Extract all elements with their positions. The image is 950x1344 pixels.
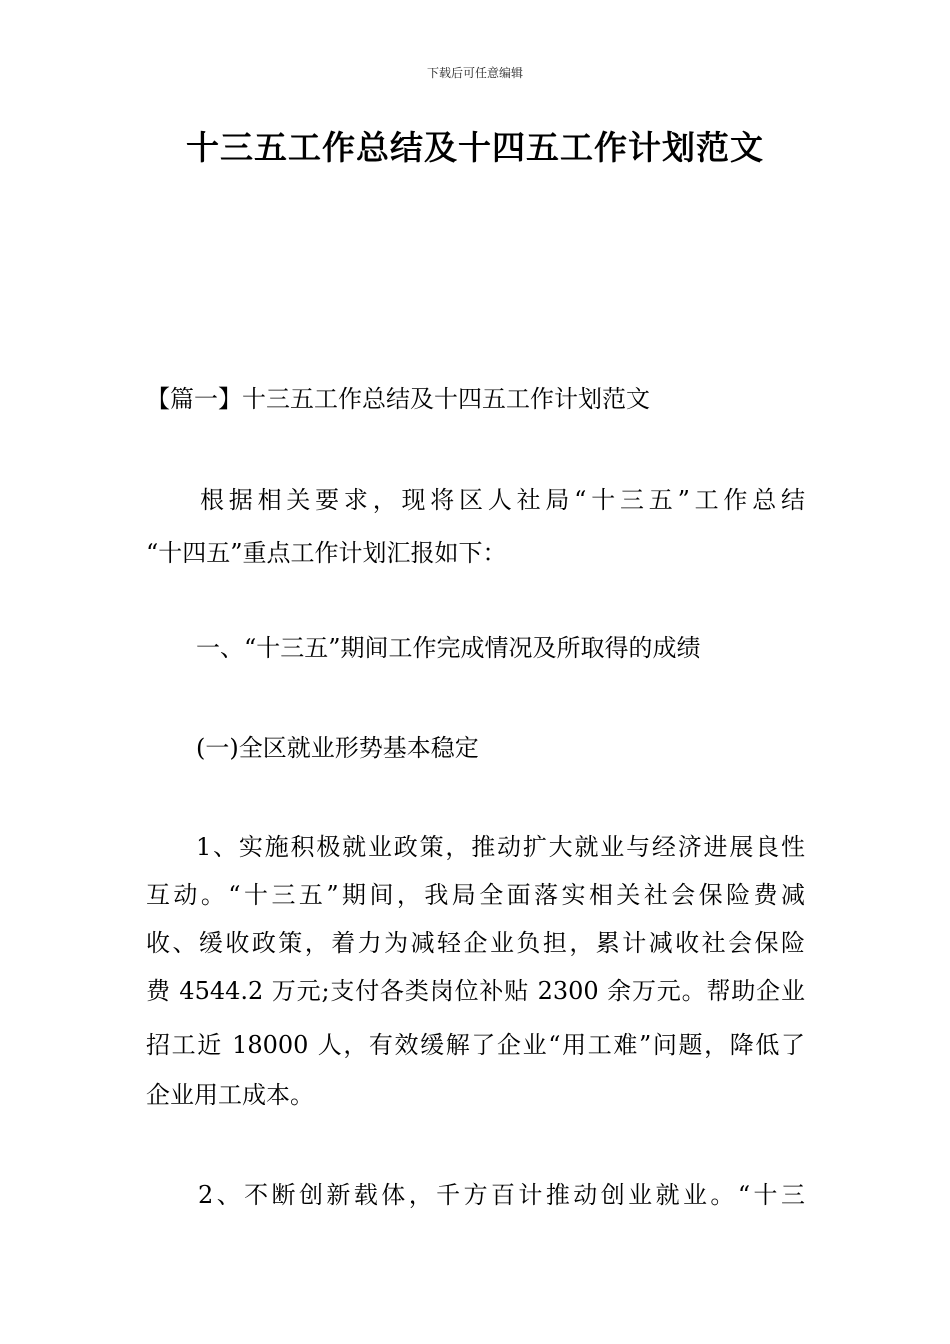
section-heading-1: 一、“十三五”期间工作完成情况及所取得的成绩 [196, 634, 701, 662]
item-1-line-3: 收、缓收政策，着力为减轻企业负担，累计减收社会保险 [146, 929, 805, 957]
item-1-line-6: 企业用工成本。 [146, 1081, 314, 1109]
item-1-line-1: 1、实施积极就业政策，推动扩大就业与经济进展良性 [196, 833, 805, 861]
subsection-heading-1: (一)全区就业形势基本稳定 [196, 734, 479, 762]
document-title: 十三五工作总结及十四五工作计划范文 [186, 128, 764, 167]
intro-line-1: 根据相关要求，现将区人社局“十三五”工作总结 [200, 486, 805, 514]
item-1-line-4: 费 4544.2 万元;支付各类岗位补贴 2300 余万元。帮助企业 [146, 977, 805, 1005]
item-1-line-5: 招工近 18000 人，有效缓解了企业“用工难”问题，降低了 [146, 1031, 805, 1059]
item-1-line-2: 互动。“十三五”期间，我局全面落实相关社会保险费减 [146, 881, 805, 909]
item-2-line-1: 2、不断创新载体，千方百计推动创业就业。“十三 [198, 1181, 805, 1209]
header-note: 下载后可任意编辑 [426, 66, 523, 80]
chapter-heading: 【篇一】十三五工作总结及十四五工作计划范文 [146, 385, 650, 413]
intro-line-2: “十四五”重点工作计划汇报如下： [146, 539, 507, 567]
